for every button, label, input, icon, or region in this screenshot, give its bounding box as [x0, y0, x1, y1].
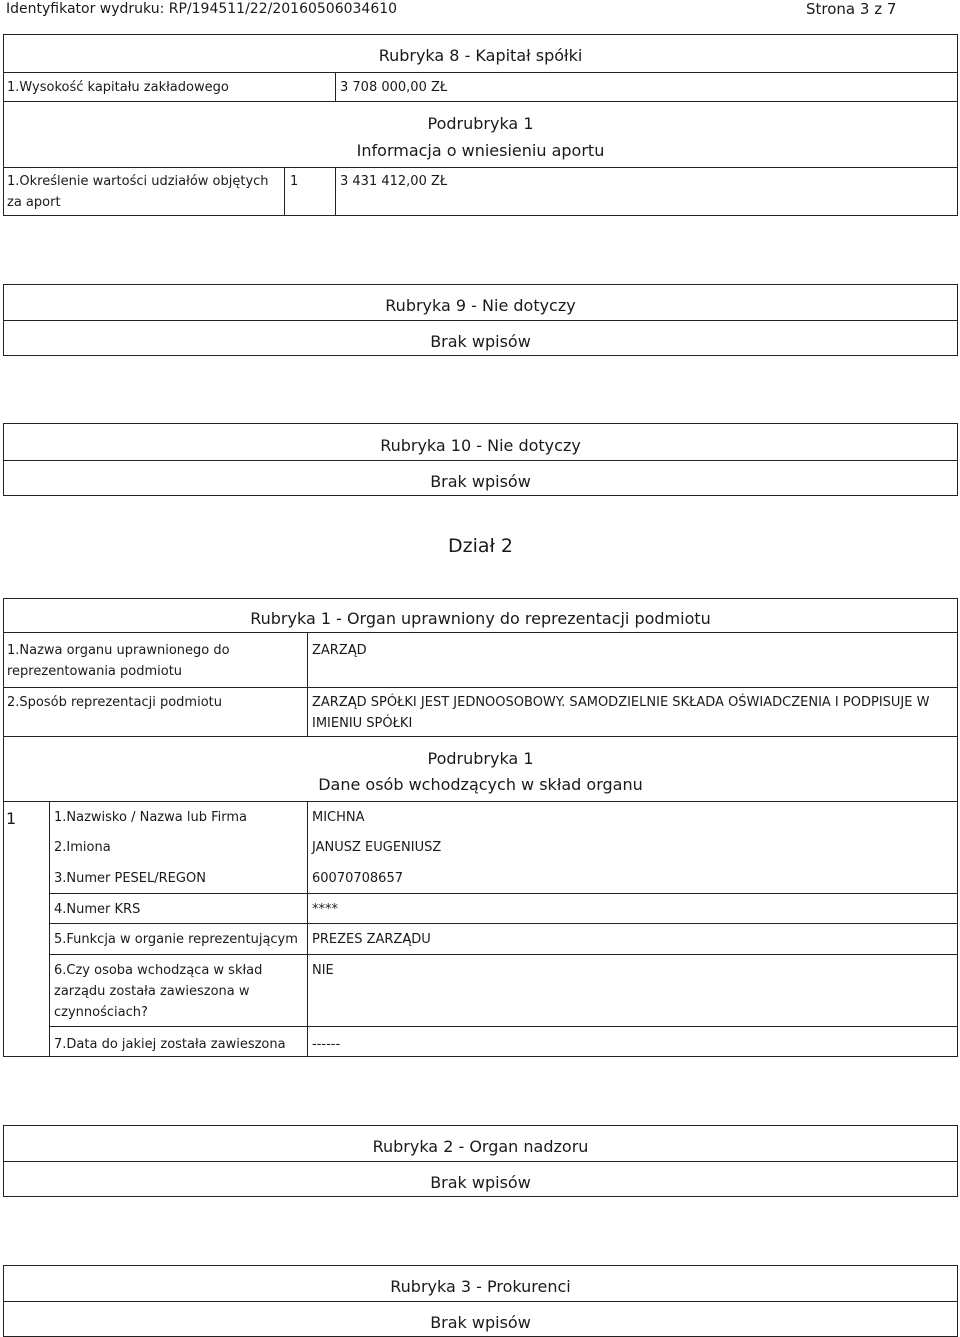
field-label: 7.Data do jakiej została zawieszona: [54, 1037, 286, 1052]
print-identifier: Identyfikator wydruku: RP/194511/22/20160506034610: [6, 1, 398, 17]
divider: [49, 893, 958, 894]
divider: [3, 101, 958, 102]
divider: [49, 801, 50, 1057]
field-value: 60070708657: [312, 871, 403, 886]
divider: [307, 801, 308, 1057]
field-value: ------: [312, 1037, 341, 1052]
rubryka-9-title: Rubryka 9 - Nie dotyczy: [385, 296, 576, 315]
field-label: 5.Funkcja w organie reprezentującym: [54, 932, 298, 947]
divider: [335, 167, 336, 216]
representation-label: 2.Sposób reprezentacji podmiotu: [7, 695, 222, 710]
organ-name-label: 1.Nazwa organu uprawnionego do reprezentowania podmiotu: [7, 643, 230, 679]
field-value: PREZES ZARZĄDU: [312, 932, 431, 947]
person-number: 1: [6, 809, 17, 828]
rubryka-3-title: Rubryka 3 - Prokurenci: [390, 1277, 571, 1296]
field-label: 3.Numer PESEL/REGON: [54, 871, 206, 886]
podrubryka-subtitle: Dane osób wchodzących w skład organu: [318, 775, 643, 794]
divider: [3, 1161, 958, 1162]
divider: [3, 632, 958, 633]
rubryka-9-empty: Brak wpisów: [430, 332, 531, 351]
capital-value: 3 708 000,00 ZŁ: [340, 80, 448, 95]
field-value: ****: [312, 902, 338, 917]
rubryka-1-title: Rubryka 1 - Organ uprawniony do reprezentacji podmiotu: [250, 609, 711, 628]
organ-name-value: ZARZĄD: [312, 643, 367, 658]
field-value: NIE: [312, 963, 334, 978]
divider: [3, 1301, 958, 1302]
divider: [49, 954, 958, 955]
field-label: 2.Imiona: [54, 840, 111, 855]
divider: [3, 460, 958, 461]
rubryka-2-empty: Brak wpisów: [430, 1173, 531, 1192]
rubryka-3-empty: Brak wpisów: [430, 1313, 531, 1332]
field-value: MICHNA: [312, 810, 365, 825]
aport-number: 1: [290, 174, 299, 189]
field-label: 4.Numer KRS: [54, 902, 141, 917]
divider: [3, 320, 958, 321]
divider: [335, 72, 336, 101]
field-label: 6.Czy osoba wchodząca w skład zarządu została zawieszona w czynnościach?: [54, 963, 263, 1020]
field-value: JANUSZ EUGENIUSZ: [312, 840, 442, 855]
field-label: 1.Nazwisko / Nazwa lub Firma: [54, 810, 247, 825]
divider: [3, 736, 958, 737]
podrubryka-subtitle: Informacja o wniesieniu aportu: [356, 141, 605, 160]
rubryka-8-title: Rubryka 8 - Kapitał spółki: [378, 46, 583, 65]
aport-label: 1.Określenie wartości udziałów objętych za aport: [7, 174, 269, 210]
rubryka-10-title: Rubryka 10 - Nie dotyczy: [380, 436, 581, 455]
divider: [284, 167, 285, 216]
divider: [49, 1026, 958, 1027]
dzial-2-title: Dział 2: [447, 535, 514, 557]
representation-value: ZARZĄD SPÓŁKI JEST JEDNOOSOBOWY. SAMODZIELNIE SKŁADA OŚWIADCZENIA I PODPISUJE W IMIENIU SPÓŁKI: [312, 695, 930, 731]
podrubryka-title: Podrubryka 1: [427, 749, 534, 768]
divider: [3, 167, 958, 168]
divider: [3, 72, 958, 73]
podrubryka-title: Podrubryka 1: [427, 114, 534, 133]
divider: [3, 687, 958, 688]
divider: [307, 632, 308, 736]
divider: [3, 801, 958, 802]
capital-label: 1.Wysokość kapitału zakładowego: [7, 80, 229, 95]
rubryka-2-title: Rubryka 2 - Organ nadzoru: [372, 1137, 589, 1156]
rubryka-10-empty: Brak wpisów: [430, 472, 531, 491]
page-number: Strona 3 z 7: [806, 0, 897, 18]
aport-value: 3 431 412,00 ZŁ: [340, 174, 448, 189]
divider: [49, 923, 958, 924]
